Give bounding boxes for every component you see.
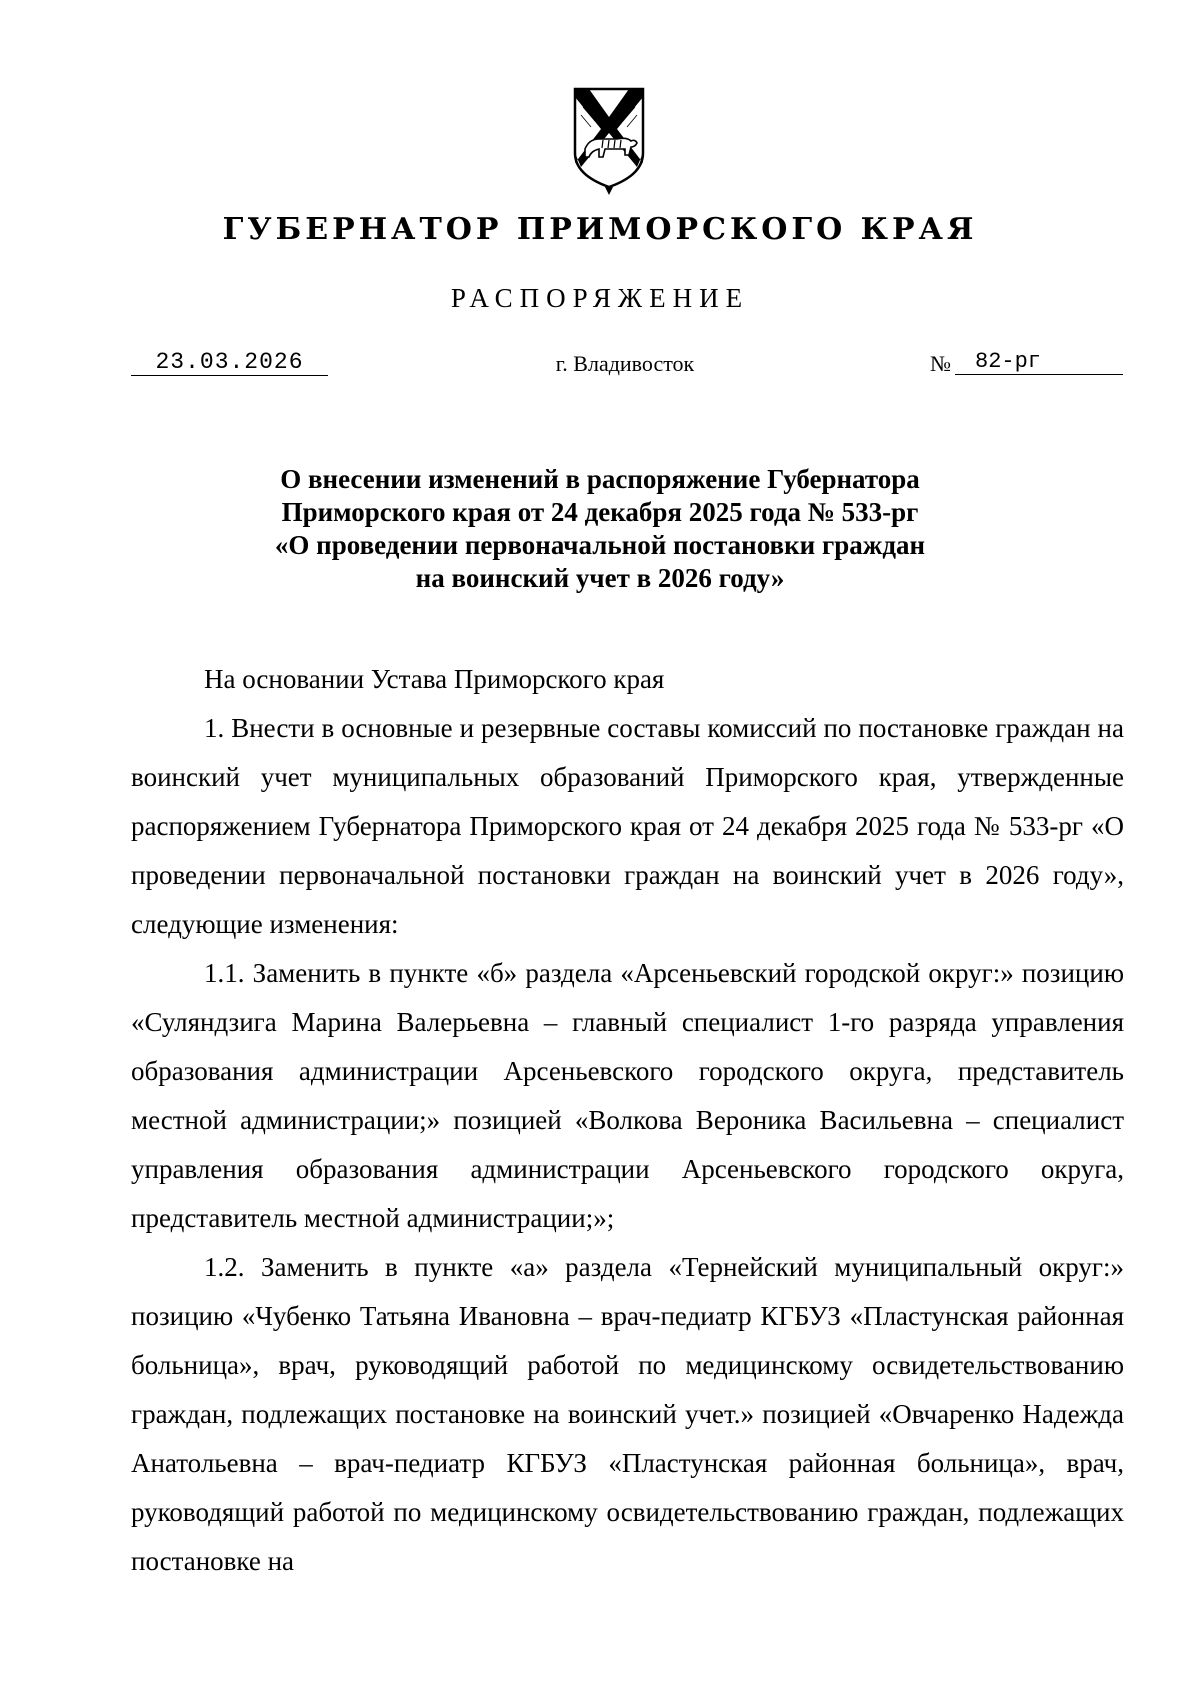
title-line: Приморского края от 24 декабря 2025 года № 533-рг (281, 497, 919, 527)
title-line: «О проведении первоначальной постановки граждан (274, 530, 926, 560)
paragraph-1-1: 1.1. Заменить в пункте «б» раздела «Арсеньевский городской округ:» позицию «Суляндзига Марина Валерьевна – главный специалист 1-го разряда управления образования администрации Арсеньевского городского округа, представитель местной администрации;» позицией «Волкова Вероника Васильевна – специалист управления образования администрации Арсеньевского городского округа, представитель местной администрации;»; (131, 958, 1124, 1233)
title-line: на воинский учет в 2026 году» (415, 563, 785, 593)
coat-of-arms-icon (569, 83, 649, 195)
title-line: О внесении изменений в распоряжение Губернатора (280, 464, 920, 494)
document-type: РАСПОРЯЖЕНИЕ (450, 283, 750, 313)
document-number: 82-рг (955, 349, 1123, 375)
number-sign: № (930, 351, 951, 376)
paragraph-1: 1. Внести в основные и резервные составы комиссий по постановке граждан на воинский учет муниципальных образований Приморского края, утвержденные распоряжением Губернатора Приморского края от 24 декабря 2025 года № 533-рг «О проведении первоначальной постановки граждан на воинский учет в 2026 году», следующие изменения: (131, 713, 1124, 939)
document-meta (0, 349, 1200, 389)
document-city: г. Владивосток (555, 351, 695, 376)
paragraph-1-2: 1.2. Заменить в пункте «а» раздела «Тернейский муниципальный округ:» позицию «Чубенко Татьяна Ивановна – врач-педиатр КГБУЗ «Пластунская районная больница», врач, руководящий работой по медицинскому освидетельствованию граждан, подлежащих постановке на воинский учет.» позицией «Овчаренко Надежда Анатольевна – врач-педиатр КГБУЗ «Пластунская районная больница», врач, руководящий работой по медицинскому освидетельствованию граждан, подлежащих постановке на (131, 1252, 1124, 1576)
document-title (0, 463, 1200, 595)
legal-basis: На основании Устава Приморского края (204, 664, 665, 694)
document-date: 23.03.2026 (131, 349, 328, 376)
document-body (131, 655, 1124, 1586)
issuing-authority: ГУБЕРНАТОР ПРИМОРСКОГО КРАЯ (222, 212, 978, 247)
